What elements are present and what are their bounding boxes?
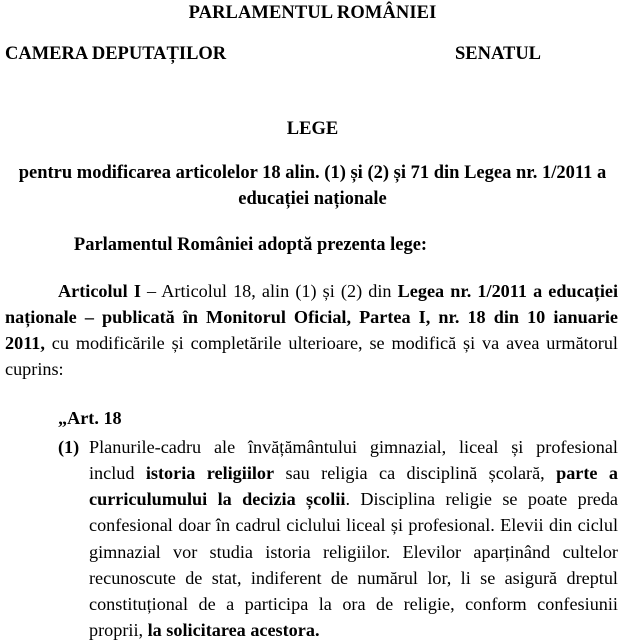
article-one-dash: – <box>140 280 162 301</box>
clause-1-run-2: sau religia ca disciplină școlară, <box>274 463 557 484</box>
clause-1-run-5: la solicitarea acestora. <box>147 620 320 641</box>
chamber-deputies-label: CAMERA DEPUTAȚILOR <box>5 44 227 65</box>
law-heading: LEGE <box>286 118 339 139</box>
article-one-label: Articolul I <box>58 280 141 301</box>
article-one-text-first: Articolul 18, alin (1) și (2) din <box>161 280 398 301</box>
article-one-paragraph <box>5 256 620 382</box>
clause-1-run-1: istoria religiilor <box>145 463 275 484</box>
chambers-row <box>5 23 620 64</box>
chamber-senate-label: SENATUL <box>455 44 542 65</box>
quoted-article-heading: „Art. 18 <box>58 407 122 428</box>
clause-1-run-4: . Disciplina religie se poate preda confesional doar în cadrul ciclului liceal și profesional. Elevii din ciclul gimnazial vor studia istoria religiilor. Elevilor aparținând cultelor recunoscute de stat, indiferent de numărul lor, li se asigură dreptul constituțional de a participa la ora de religie, conform confesiunii proprii, <box>89 489 618 641</box>
organization-title: PARLAMENTUL ROMÂNIEI <box>188 3 437 23</box>
clause-1-number: (1) <box>58 436 80 457</box>
enactment-formula: Parlamentul României adoptă prezenta lege: <box>73 234 428 255</box>
article-one-text-second: cu modificările și completările ulterioare, se modifică și va avea următorul cuprins: <box>5 332 618 379</box>
article-one-citation: Legea nr. 1/2011 a educației naționale – publicată în Monitorul Oficial, Partea I, nr. 18 din 10 ianuarie 2011, <box>5 280 618 353</box>
clause-1 <box>5 431 620 643</box>
clause-1-run-0: Planurile-cadru ale învățământului gimnazial, liceal și profesional includ <box>89 436 618 484</box>
clause-1-text <box>89 434 618 643</box>
clause-1-run-3: parte a curriculumului la decizia școlii <box>89 463 618 510</box>
law-subtitle: pentru modificarea articolelor 18 alin. (1) și (2) și 71 din Legea nr. 1/2011 a educației naționale <box>18 163 607 210</box>
